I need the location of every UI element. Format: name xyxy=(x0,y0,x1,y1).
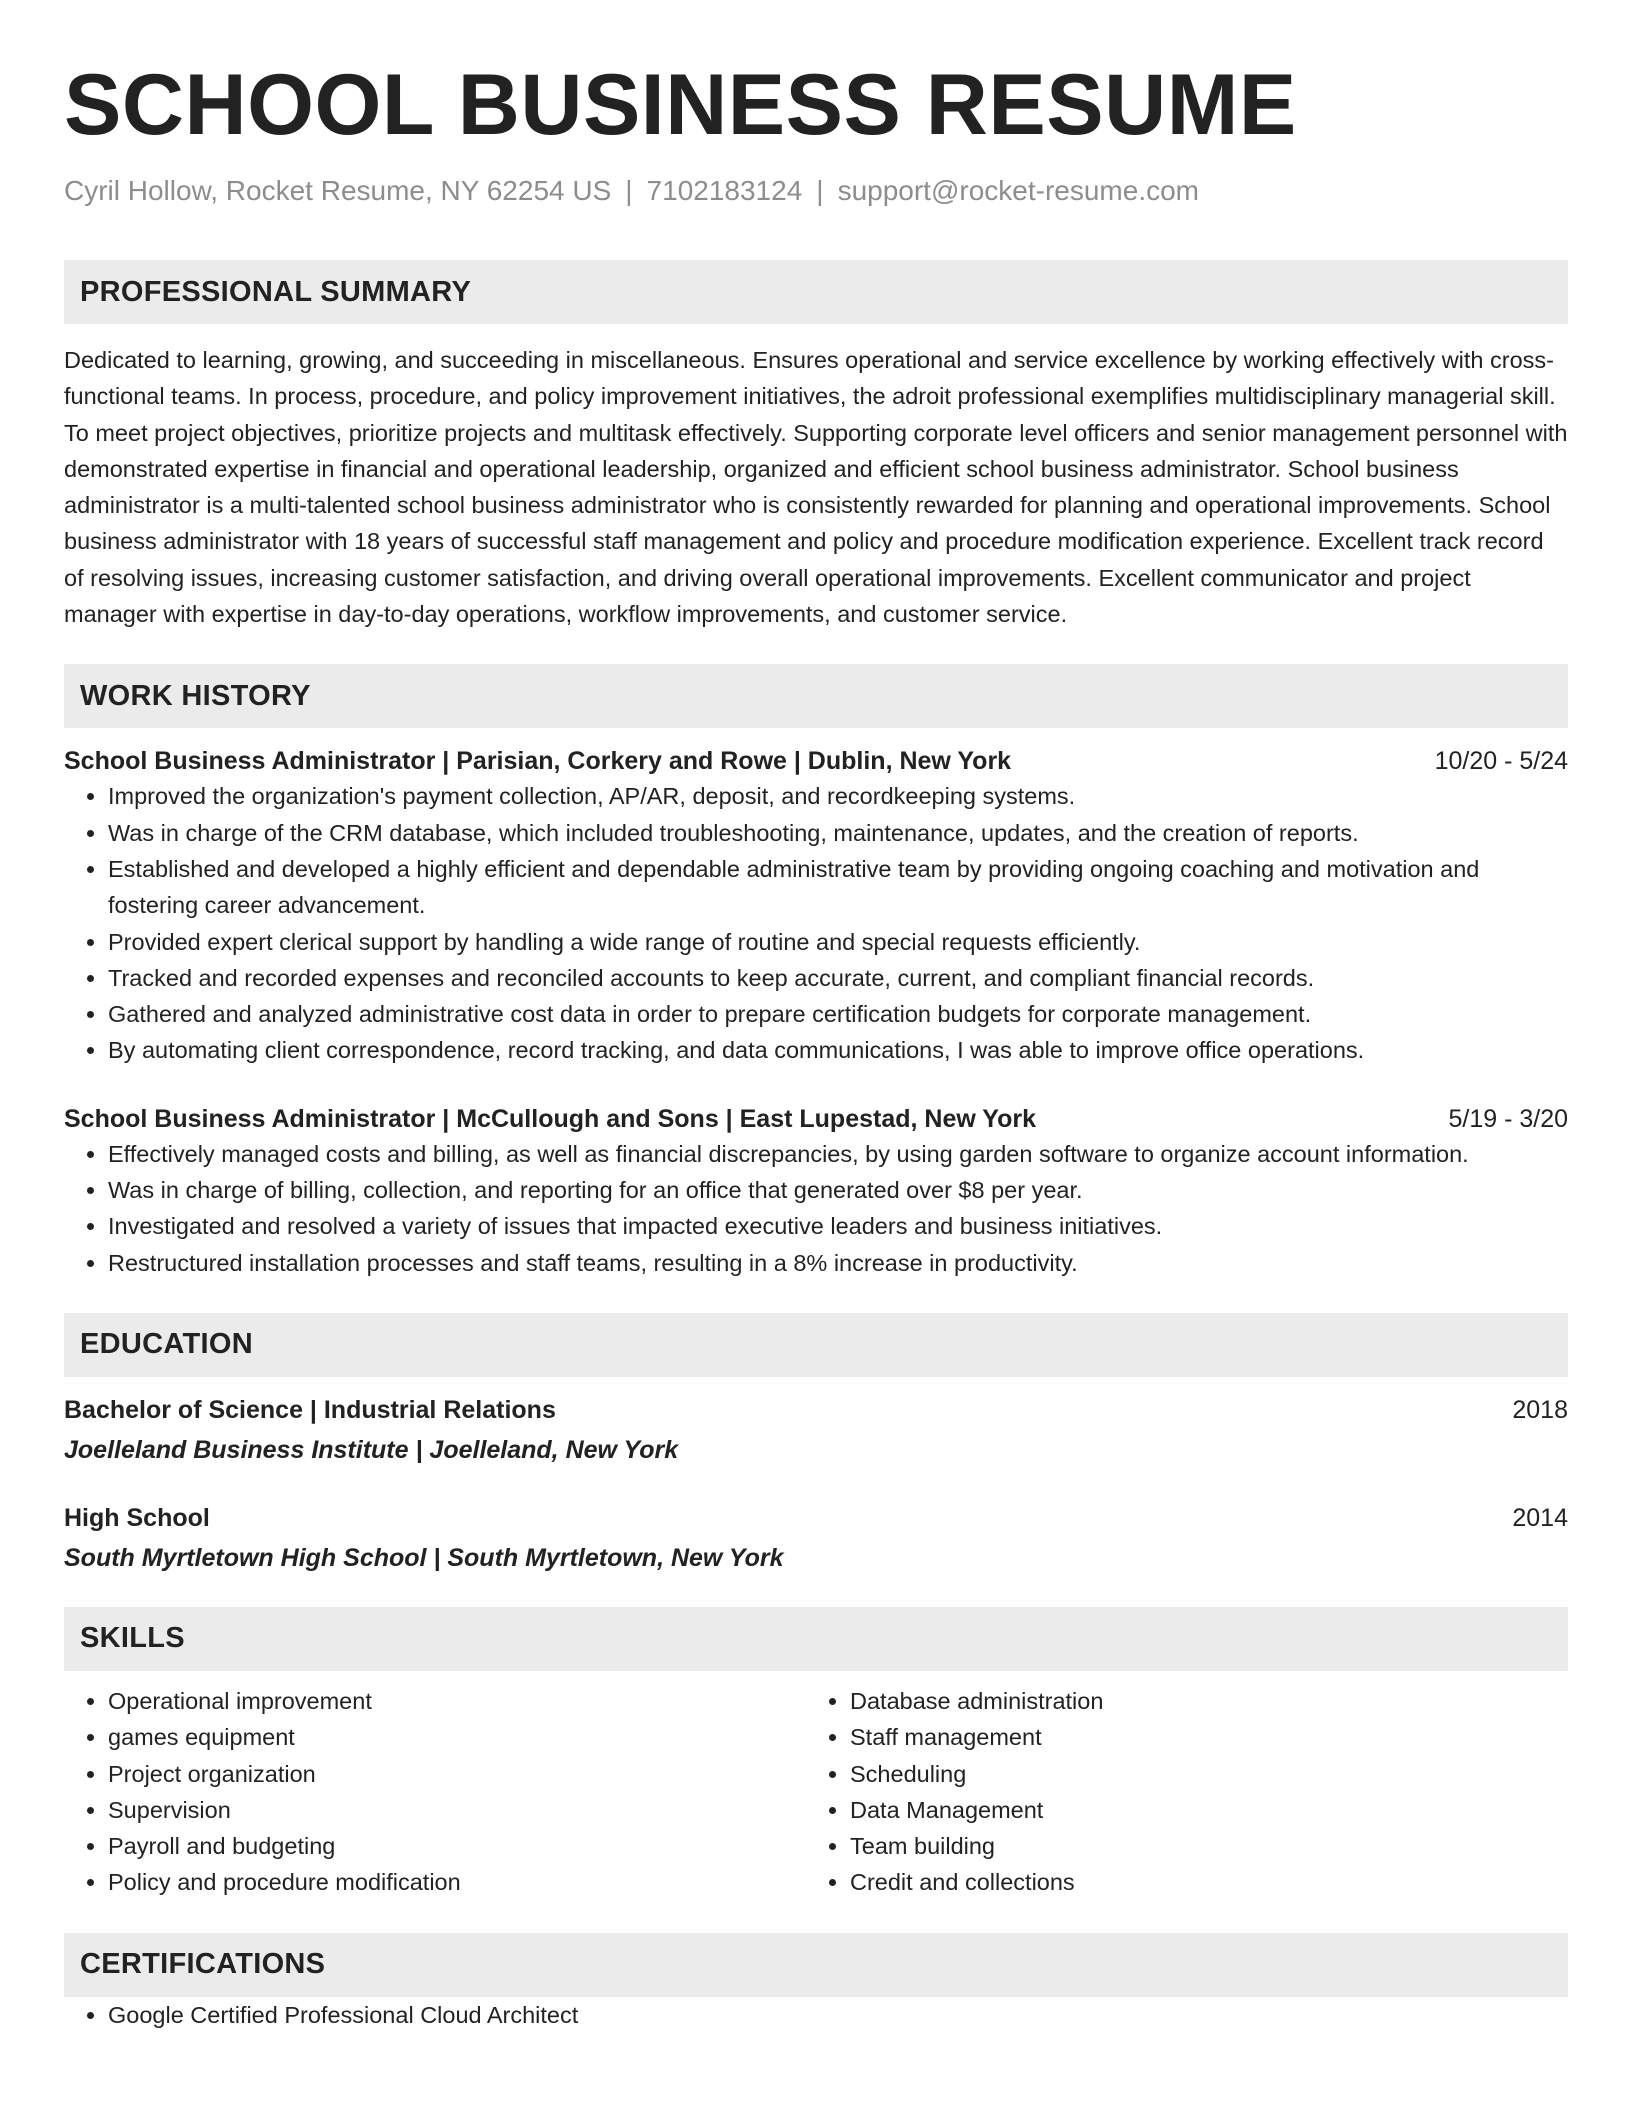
job-dates: 5/19 - 3/20 xyxy=(1448,1104,1568,1133)
skill-item: • Team building xyxy=(850,1828,1548,1864)
education-degree: Bachelor of Science | Industrial Relations xyxy=(64,1395,556,1424)
skill-item: • Payroll and budgeting xyxy=(108,1828,806,1864)
education-year: 2018 xyxy=(1512,1395,1568,1424)
education-heading: EDUCATION xyxy=(64,1313,1568,1377)
summary-heading: PROFESSIONAL SUMMARY xyxy=(64,260,1568,324)
job-bullet: • Gathered and analyzed administrative cost data in order to prepare certification budgets for corporate management. xyxy=(108,996,1568,1032)
skill-item: • Operational improvement xyxy=(108,1683,806,1719)
job-dates: 10/20 - 5/24 xyxy=(1434,747,1568,776)
job-bullet: • Restructured installation processes and staff teams, resulting in a 8% increase in productivity. xyxy=(108,1245,1568,1281)
education-school: South Myrtletown High School | South Myrtletown, New York xyxy=(64,1543,784,1572)
job-bullet: • Was in charge of billing, collection, and reporting for an office that generated over $8 per year. xyxy=(108,1172,1568,1208)
education-degree: High School xyxy=(64,1503,210,1532)
contact-phone: 7102183124 xyxy=(646,175,803,206)
job-bullet: • Effectively managed costs and billing, as well as financial discrepancies, by using garden software to organize account information. xyxy=(108,1136,1568,1172)
skill-item: • Data Management xyxy=(850,1792,1548,1828)
job-title: School Business Administrator | Parisian, Corkery and Rowe | Dublin, New York xyxy=(64,747,1012,776)
certifications-list xyxy=(64,1997,1568,2033)
skill-item: • Database administration xyxy=(850,1683,1548,1719)
skill-item: • Supervision xyxy=(108,1792,806,1828)
work-history-heading: WORK HISTORY xyxy=(64,664,1568,728)
skills-columns xyxy=(64,1683,1568,1901)
skill-item: • Policy and procedure modification xyxy=(108,1864,806,1900)
education-entry xyxy=(64,1501,1568,1575)
education-entry xyxy=(64,1393,1568,1467)
skill-item: • Credit and collections xyxy=(850,1864,1548,1900)
contact-separator: | xyxy=(816,175,824,206)
job-bullet: • Investigated and resolved a variety of issues that impacted executive leaders and business initiatives. xyxy=(108,1208,1568,1244)
education-year: 2014 xyxy=(1512,1503,1568,1532)
job-bullet: • Improved the organization's payment collection, AP/AR, deposit, and recordkeeping systems. xyxy=(108,778,1568,814)
contact-separator: | xyxy=(625,175,633,206)
skills-list-right xyxy=(806,1683,1548,1901)
job-bullet: • By automating client correspondence, record tracking, and data communications, I was able to improve office operations. xyxy=(108,1032,1568,1068)
skill-item: • games equipment xyxy=(108,1719,806,1755)
contact-email: support@rocket-resume.com xyxy=(837,175,1199,206)
job-bullet: • Was in charge of the CRM database, which included troubleshooting, maintenance, updates, and the creation of reports. xyxy=(108,815,1568,851)
job-bullet: • Provided expert clerical support by handling a wide range of routine and special requests efficiently. xyxy=(108,924,1568,960)
resume-page xyxy=(64,56,1568,2033)
education-header xyxy=(64,1501,1568,1535)
education-header xyxy=(64,1393,1568,1427)
job-bullet: • Tracked and recorded expenses and reconciled accounts to keep accurate, current, and compliant financial records. xyxy=(108,960,1568,996)
certifications-heading: CERTIFICATIONS xyxy=(64,1933,1568,1997)
resume-title: SCHOOL BUSINESS RESUME xyxy=(64,57,1297,153)
job-title: School Business Administrator | McCullough and Sons | East Lupestad, New York xyxy=(64,1104,1037,1133)
certification-item: • Google Certified Professional Cloud Architect xyxy=(108,1997,1568,2033)
education-school: Joelleland Business Institute | Joelleland, New York xyxy=(64,1435,679,1464)
skill-item: • Scheduling xyxy=(850,1756,1548,1792)
job-header xyxy=(64,744,1568,778)
job-bullet-list xyxy=(64,778,1568,1068)
job-header xyxy=(64,1102,1568,1136)
skill-item: • Project organization xyxy=(108,1756,806,1792)
skills-heading: SKILLS xyxy=(64,1607,1568,1671)
contact-line xyxy=(64,174,1568,208)
job-bullet-list xyxy=(64,1136,1568,1281)
contact-address: Cyril Hollow, Rocket Resume, NY 62254 US xyxy=(64,175,612,206)
summary-text: Dedicated to learning, growing, and succeeding in miscellaneous. Ensures operational and service excellence by working effectively with cross-functional teams. In process, procedure, and policy improvement initiatives, the adroit professional exemplifies multidisciplinary managerial skill. To meet project objectives, prioritize projects and multitask effectively. Supporting corporate level officers and senior management personnel with demonstrated expertise in financial and operational leadership, organized and efficient school business administrator. School business administrator is a multi-talented school business administrator who is consistently rewarded for planning and operational improvements. School business administrator with 18 years of successful staff management and policy and procedure modification experience. Excellent track record of resolving issues, increasing customer satisfaction, and driving overall operational improvements. Excellent communicator and project manager with expertise in day-to-day operations, workflow improvements, and customer service. xyxy=(64,347,1568,628)
skills-list-left xyxy=(64,1683,806,1901)
job-bullet: • Established and developed a highly efficient and dependable administrative team by providing ongoing coaching and motivation and fostering career advancement. xyxy=(108,851,1568,924)
skill-item: • Staff management xyxy=(850,1719,1548,1755)
